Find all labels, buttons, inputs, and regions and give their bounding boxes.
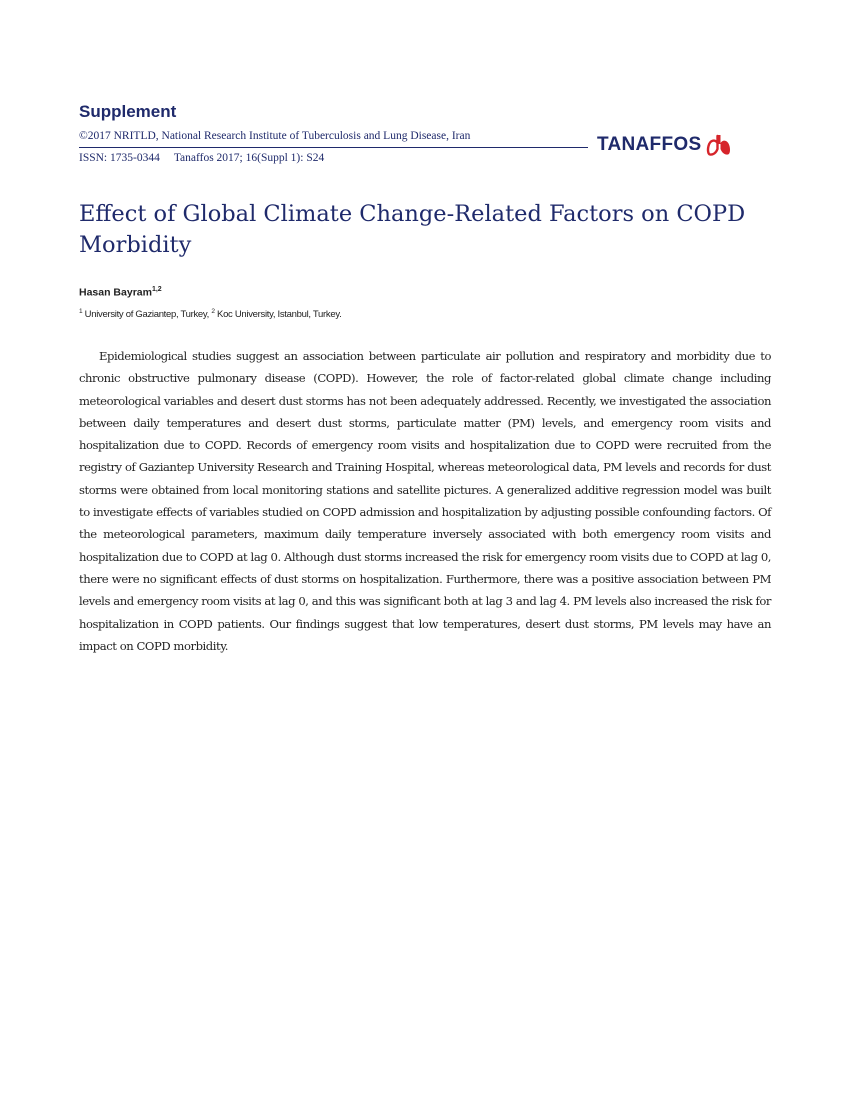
lungs-icon	[706, 134, 732, 156]
section-label: Supplement	[79, 102, 177, 121]
issn: ISSN: 1735-0344	[79, 152, 160, 164]
journal-name: TANAFFOS	[597, 134, 702, 155]
issn-citation-line	[79, 152, 324, 164]
header-divider	[79, 147, 588, 148]
affiliation-2: Koc University, Istanbul, Turkey.	[217, 309, 342, 321]
affiliations	[79, 308, 341, 320]
article-title: Effect of Global Climate Change-Related Factors on COPD Morbidity	[79, 201, 746, 258]
affiliation-1: University of Gaziantep, Turkey,	[84, 309, 210, 321]
author-affiliation-marks: 1,2	[151, 286, 162, 293]
author-line	[79, 286, 162, 299]
affiliation-mark-1: 1	[79, 308, 83, 315]
journal-logo	[597, 134, 732, 156]
abstract-body: Epidemiological studies suggest an association between particulate air pollution and respiratory and morbidity due to chronic obstructive pulmonary disease (COPD). However, the role of factor-related global climate change including meteorological variables and desert dust storms has not been adequately addressed. Recently, we investigated the association between daily temperatures and desert dust storms, particulate matter (PM) levels, and emergency room visits and hospitalization due to COPD. Records of emergency room visits and hospitalization due to COPD were recruited from the registry of Gaziantep University Research and Training Hospital, whereas meteorological data, PM levels and records for dust storms were obtained from local monitoring stations and satellite pictures. A generalized additive regression model was built to investigate effects of variables studied on COPD admission and hospitalization by adjusting possible confounding factors. Of the meteorological parameters, maximum daily temperature inversely associated with both emergency room visits and hospitalization due to COPD at lag 0. Although dust storms increased the risk for emergency room visits due to COPD at lag 0, there were no significant effects of dust storms on hospitalization. Furthermore, there was a positive association between PM levels and emergency room visits at lag 0, and this was significant both at lag 3 and lag 4. PM levels also increased the risk for hospitalization in COPD patients. Our findings suggest that low temperatures, desert dust storms, PM levels may have an impact on COPD morbidity.	[79, 349, 771, 653]
citation: Tanaffos 2017; 16(Suppl 1): S24	[173, 152, 325, 164]
affiliation-mark-2: 2	[211, 308, 215, 315]
author-name: Hasan Bayram	[79, 286, 152, 299]
copyright-line: ©2017 NRITLD, National Research Institute of Tuberculosis and Lung Disease, Iran	[79, 130, 471, 142]
